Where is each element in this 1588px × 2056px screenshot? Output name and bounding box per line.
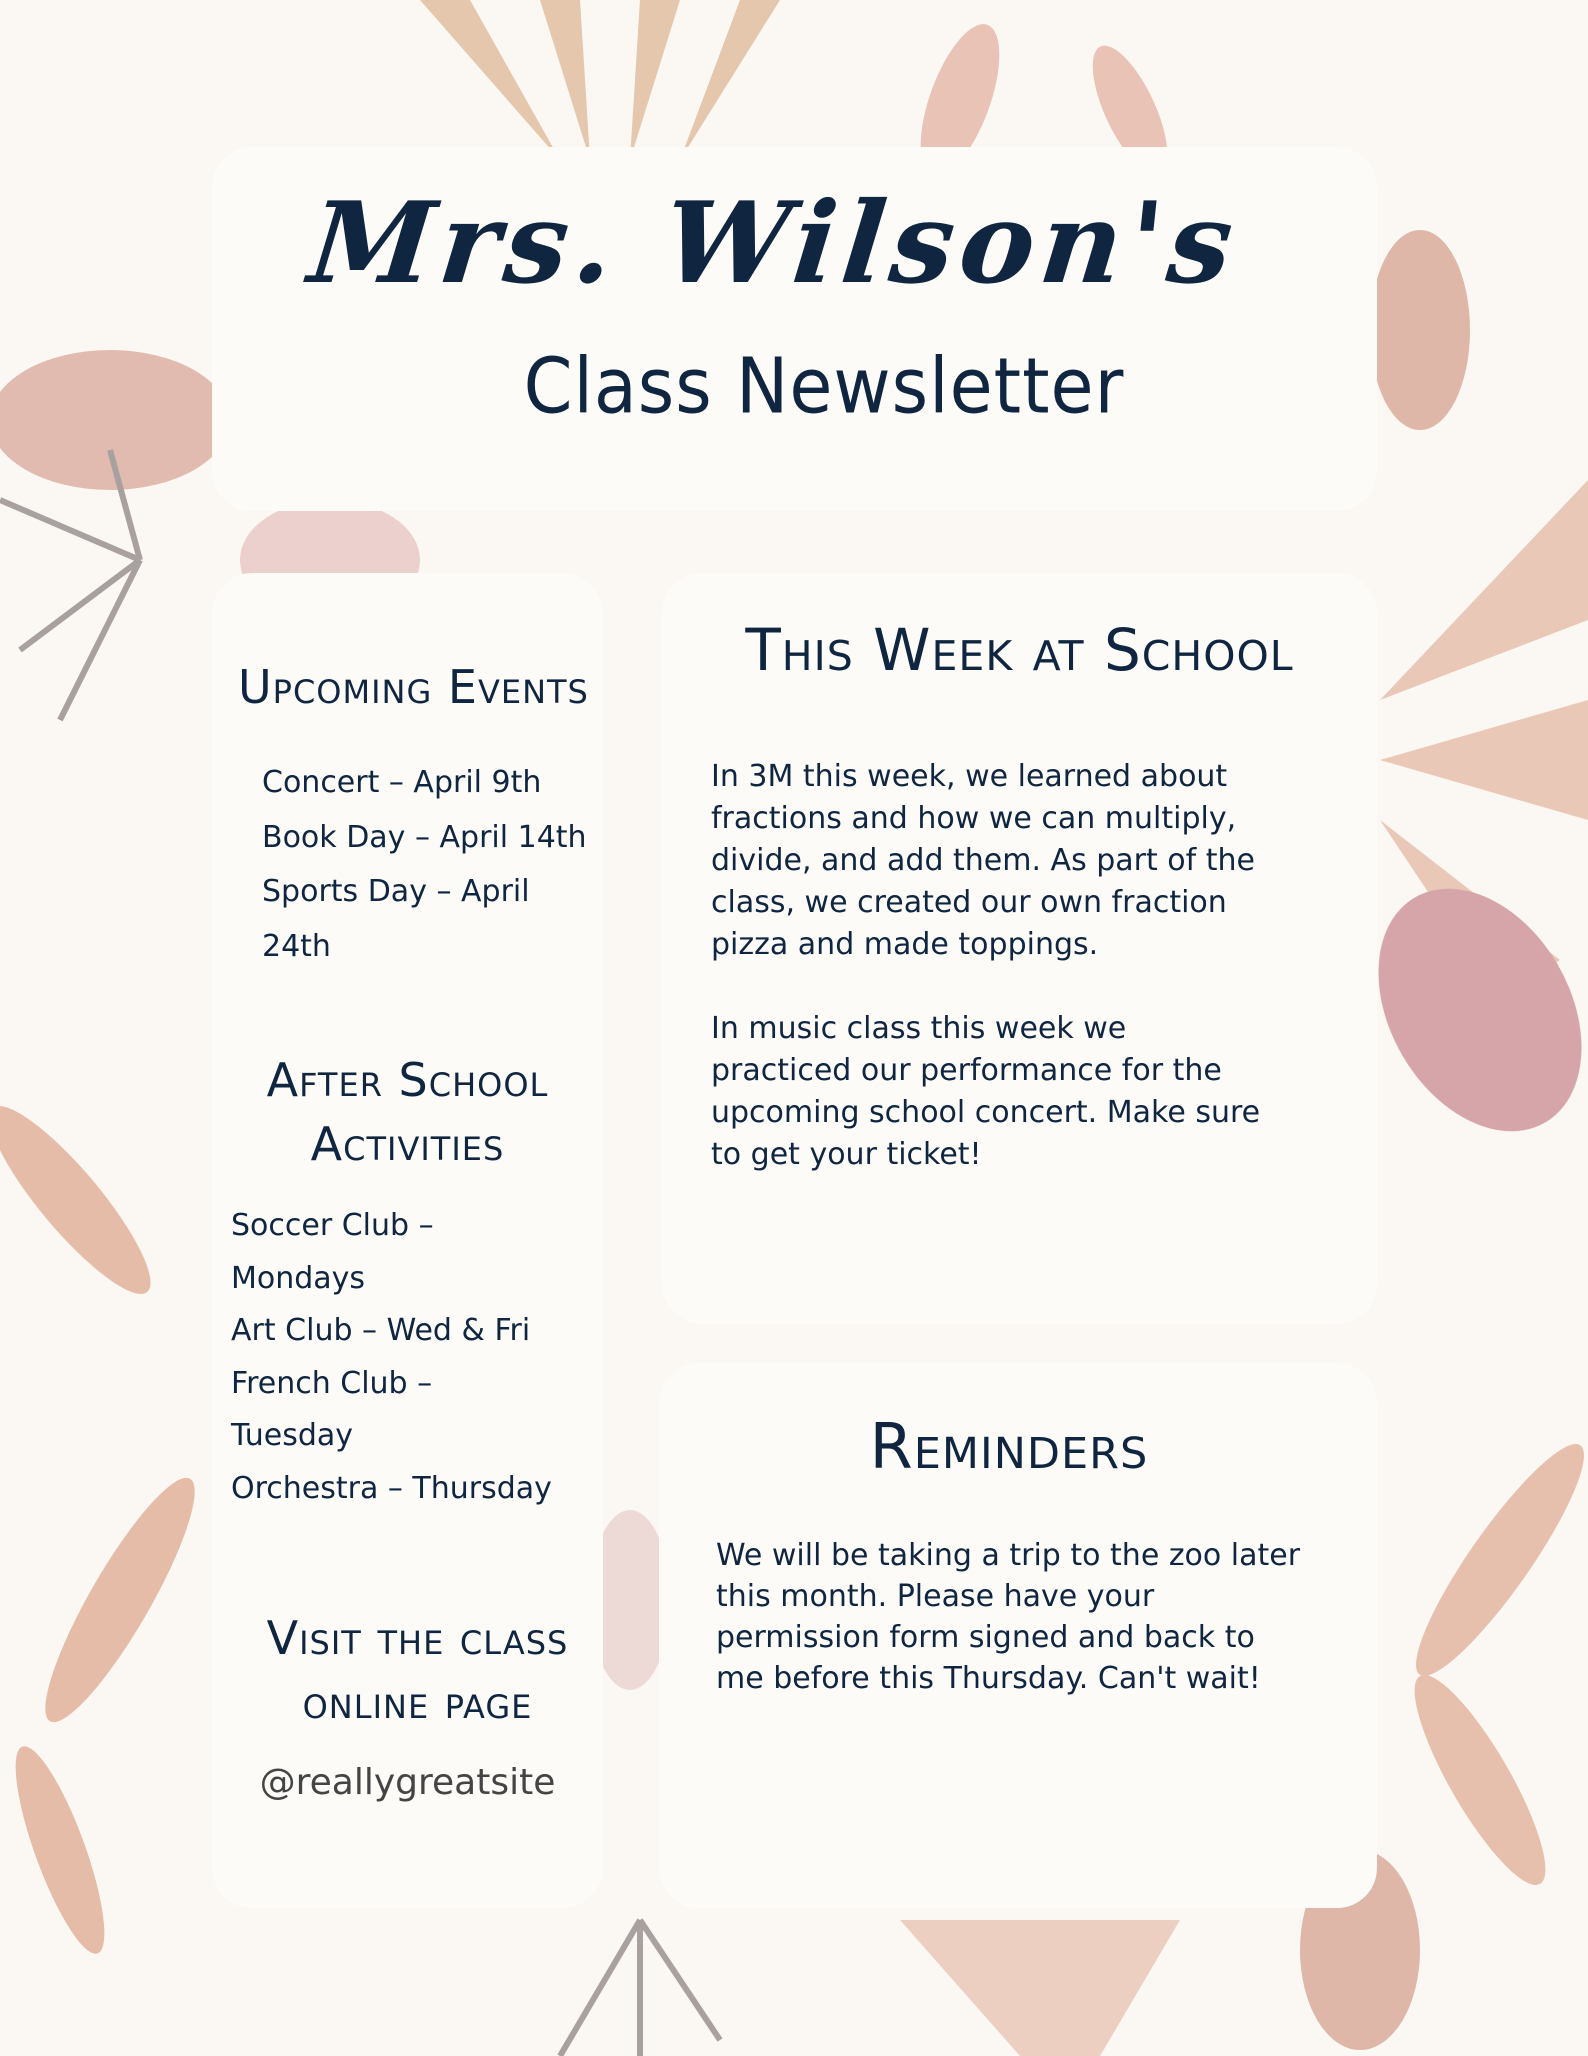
dried-palm-leaf-top	[420, 0, 780, 160]
this-week-paragraph-1	[711, 756, 1255, 966]
after-school-heading	[212, 1048, 603, 1176]
leaves-left-lower	[0, 1089, 216, 1962]
event-item: Sports Day – April	[262, 874, 530, 909]
grey-palm-bottom	[560, 1920, 720, 2056]
text-line: In music class this week we	[711, 1011, 1127, 1046]
grey-palm-left	[0, 450, 140, 720]
leaves-right-lower	[1394, 1428, 1588, 1899]
event-item: Concert – April 9th	[262, 765, 542, 800]
text-line: permission form signed and back to	[716, 1620, 1255, 1655]
event-item: Book Day – April 14th	[262, 819, 587, 855]
activity-item: Mondays	[231, 1260, 366, 1296]
newsletter-subtitle: Class Newsletter	[523, 340, 1125, 432]
activity-item: Art Club – Wed & Fri	[231, 1313, 531, 1348]
reminders-heading: Reminders	[869, 1410, 1149, 1483]
class-page-handle[interactable]: @reallygreatsite	[259, 1762, 556, 1803]
text-line: class, we created our own fraction	[711, 885, 1227, 920]
text-line: to get your ticket!	[711, 1137, 982, 1172]
this-week-heading: This Week at School	[745, 616, 1294, 684]
activities-list	[231, 1200, 552, 1515]
text-line: We will be taking a trip to the zoo later	[716, 1538, 1301, 1573]
upcoming-events-list	[262, 756, 587, 974]
activity-item: Tuesday	[231, 1418, 354, 1453]
heading-line: Visit the class	[266, 1611, 569, 1665]
reminders-text	[716, 1535, 1300, 1699]
class-page-heading	[222, 1606, 613, 1734]
this-week-paragraph-2	[711, 1008, 1260, 1176]
upcoming-events-heading: Upcoming Events	[238, 660, 589, 714]
newsletter-title: Mrs. Wilson's	[303, 178, 1245, 309]
text-line: In 3M this week, we learned about	[711, 759, 1228, 794]
text-line: pizza and made toppings.	[711, 927, 1099, 962]
text-line: upcoming school concert. Make sure	[711, 1095, 1261, 1130]
activity-item: Soccer Club –	[231, 1208, 434, 1243]
heading-line: After School	[266, 1053, 549, 1107]
event-item: 24th	[262, 928, 331, 964]
text-line: divide, and add them. As part of the	[711, 843, 1255, 878]
activity-item: Orchestra – Thursday	[231, 1470, 552, 1506]
text-line: fractions and how we can multiply,	[711, 801, 1237, 836]
heading-line: online page	[302, 1675, 533, 1729]
heading-line: Activities	[310, 1117, 505, 1171]
text-line: practiced our performance for the	[711, 1053, 1222, 1088]
palm-fan-bottom	[900, 1920, 1180, 2056]
text-line: this month. Please have your	[716, 1579, 1155, 1614]
activity-item: French Club –	[231, 1365, 433, 1401]
text-line: me before this Thursday. Can't wait!	[716, 1661, 1261, 1696]
